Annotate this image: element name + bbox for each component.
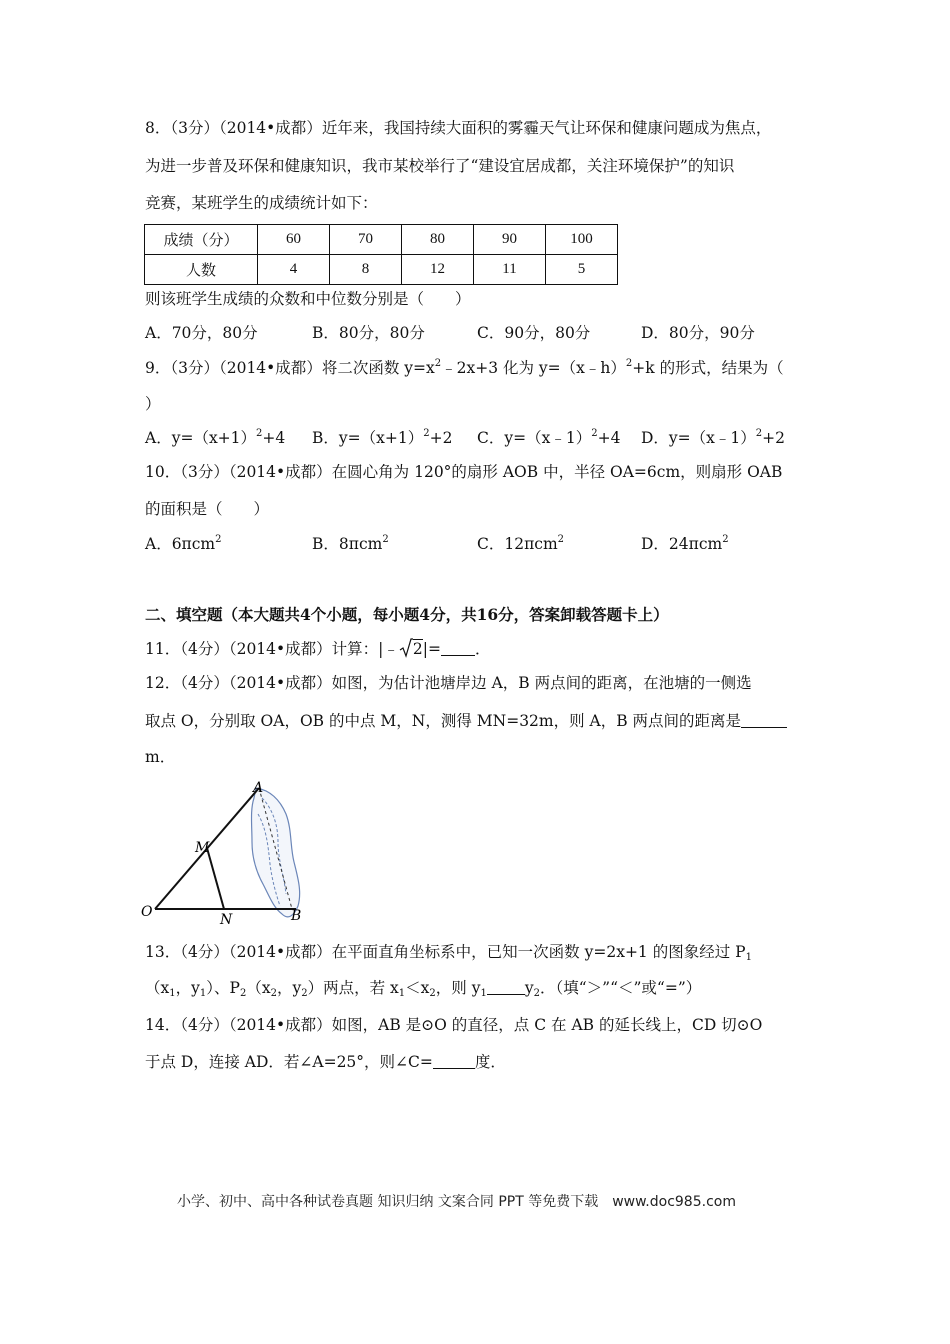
page-footer: 小学、初中、高中各种试卷真题 知识归纳 文案合同 PPT 等免费下载 www.doc985.com (177, 1194, 736, 1210)
q8-line2: 为进一步普及环保和健康知识，我市某校举行了“建设宜居成都，关注环境保护”的知识 (145, 157, 735, 175)
q14-answer-blank[interactable] (433, 1053, 475, 1069)
table-cell: 8 (330, 255, 402, 285)
score-table (144, 224, 618, 285)
q8-line3: 竞赛，某班学生的成绩统计如下： (145, 194, 378, 212)
q11-answer-blank[interactable] (441, 640, 475, 656)
q8-option-c: C．90分，80分 (477, 324, 591, 342)
label-o: O (141, 904, 153, 920)
q12-line2: 取点 O，分别取 OA，OB 的中点 M，N，测得 MN=32m，则 A，B 两点间的距离是 (145, 711, 787, 731)
q12-line1: 12．（4分）（2014•成都）如图，为估计池塘岸边 A，B 两点间的距离，在池塘的一侧选 (145, 674, 752, 692)
q9-line1: 9．（3分）（2014•成都）将二次函数 $y=x^2﹣2x+3$ 化为 y=（x﹣h）$^2$+k 的形式，结果为（ (145, 358, 784, 377)
segment-mn (207, 848, 224, 909)
table-cell: 4 (258, 255, 330, 285)
q10-option-c: C．12πcm$^2$ (477, 534, 565, 553)
table-cell: 100 (546, 225, 618, 255)
q8-option-a: A．70分，80分 (145, 324, 258, 342)
table-cell: 12 (402, 255, 474, 285)
table-cell: 80 (402, 225, 474, 255)
q12-answer-blank[interactable] (741, 712, 787, 728)
q8-question: 则该班学生成绩的众数和中位数分别是（ ） (145, 290, 471, 308)
q13-answer-blank[interactable] (487, 979, 525, 995)
table-row (145, 255, 618, 285)
q14-line2: 于点 D，连接 AD．若∠A=25°，则∠C= 度． (145, 1053, 506, 1071)
pond-figure (138, 774, 318, 926)
label-a: A (253, 780, 264, 796)
pond-outline (252, 788, 300, 917)
q9-option-b: B．$y=(x+1)^2+2$ (312, 428, 453, 447)
q8-line1: 8．（3分）（2014•成都）近年来，我国持续大面积的雾霾天气让环保和健康问题成为焦点， (145, 119, 772, 137)
table-row (145, 225, 618, 255)
q8-option-b: B．80分，80分 (312, 324, 425, 342)
q9-option-c: C．y=（x﹣1）$^2$+4 (477, 428, 621, 447)
q13-line2: （$x_1$，$y_1$）、$P_2(x_2$，$y_2$）两点，若 $x_1<x_2$，则 $y_1$ $y_2$．（填“＞”“＜”或“=”） (145, 979, 702, 999)
q9-option-d: D．y=（x﹣1）$^2$+2 (641, 428, 786, 447)
q10-option-a: A．6πcm$^2$ (145, 534, 222, 553)
table-cell: 60 (258, 225, 330, 255)
q9-option-a: A．$y=(x+1)^2+4$ (145, 428, 286, 447)
label-b: B (291, 908, 302, 924)
section-heading: 二、填空题（本大题共4个小题，每小题4分，共16分，答案卸载答题卡上） (145, 605, 669, 624)
table-cell: 90 (474, 225, 546, 255)
q12-line3: m． (145, 748, 176, 766)
sqrt-symbol: 2 (399, 638, 423, 659)
q14-line1: 14．（4分）（2014•成都）如图，AB 是⊙O 的直径，点 C 在 AB 的延长线上，CD 切⊙O (145, 1016, 763, 1034)
table-cell: 5 (546, 255, 618, 285)
table-cell: 人数 (145, 255, 258, 285)
q10-option-d: D．24πcm$^2$ (641, 534, 729, 553)
table-cell: 成绩（分） (145, 225, 258, 255)
q9-line2: ） (145, 395, 161, 413)
label-n: N (220, 912, 233, 926)
table-cell: 11 (474, 255, 546, 285)
table-cell: 70 (330, 225, 402, 255)
q8-option-d: D．80分，90分 (641, 324, 755, 342)
q10-line1: 10．（3分）（2014•成都）在圆心角为 120°的扇形 AOB 中，半径 OA=6cm，则扇形 OAB (145, 463, 783, 481)
q11-line: 11．（4分）（2014•成都）计算：|﹣ 2|= ． (145, 640, 491, 658)
q10-line2: 的面积是（ ） (145, 500, 270, 518)
q13-line1: 13．（4分）（2014•成都）在平面直角坐标系中，已知一次函数 y=2x+1 的图象经过 $P_1$ (145, 943, 752, 963)
label-m: M (195, 840, 210, 856)
q10-option-b: B．8πcm$^2$ (312, 534, 389, 553)
